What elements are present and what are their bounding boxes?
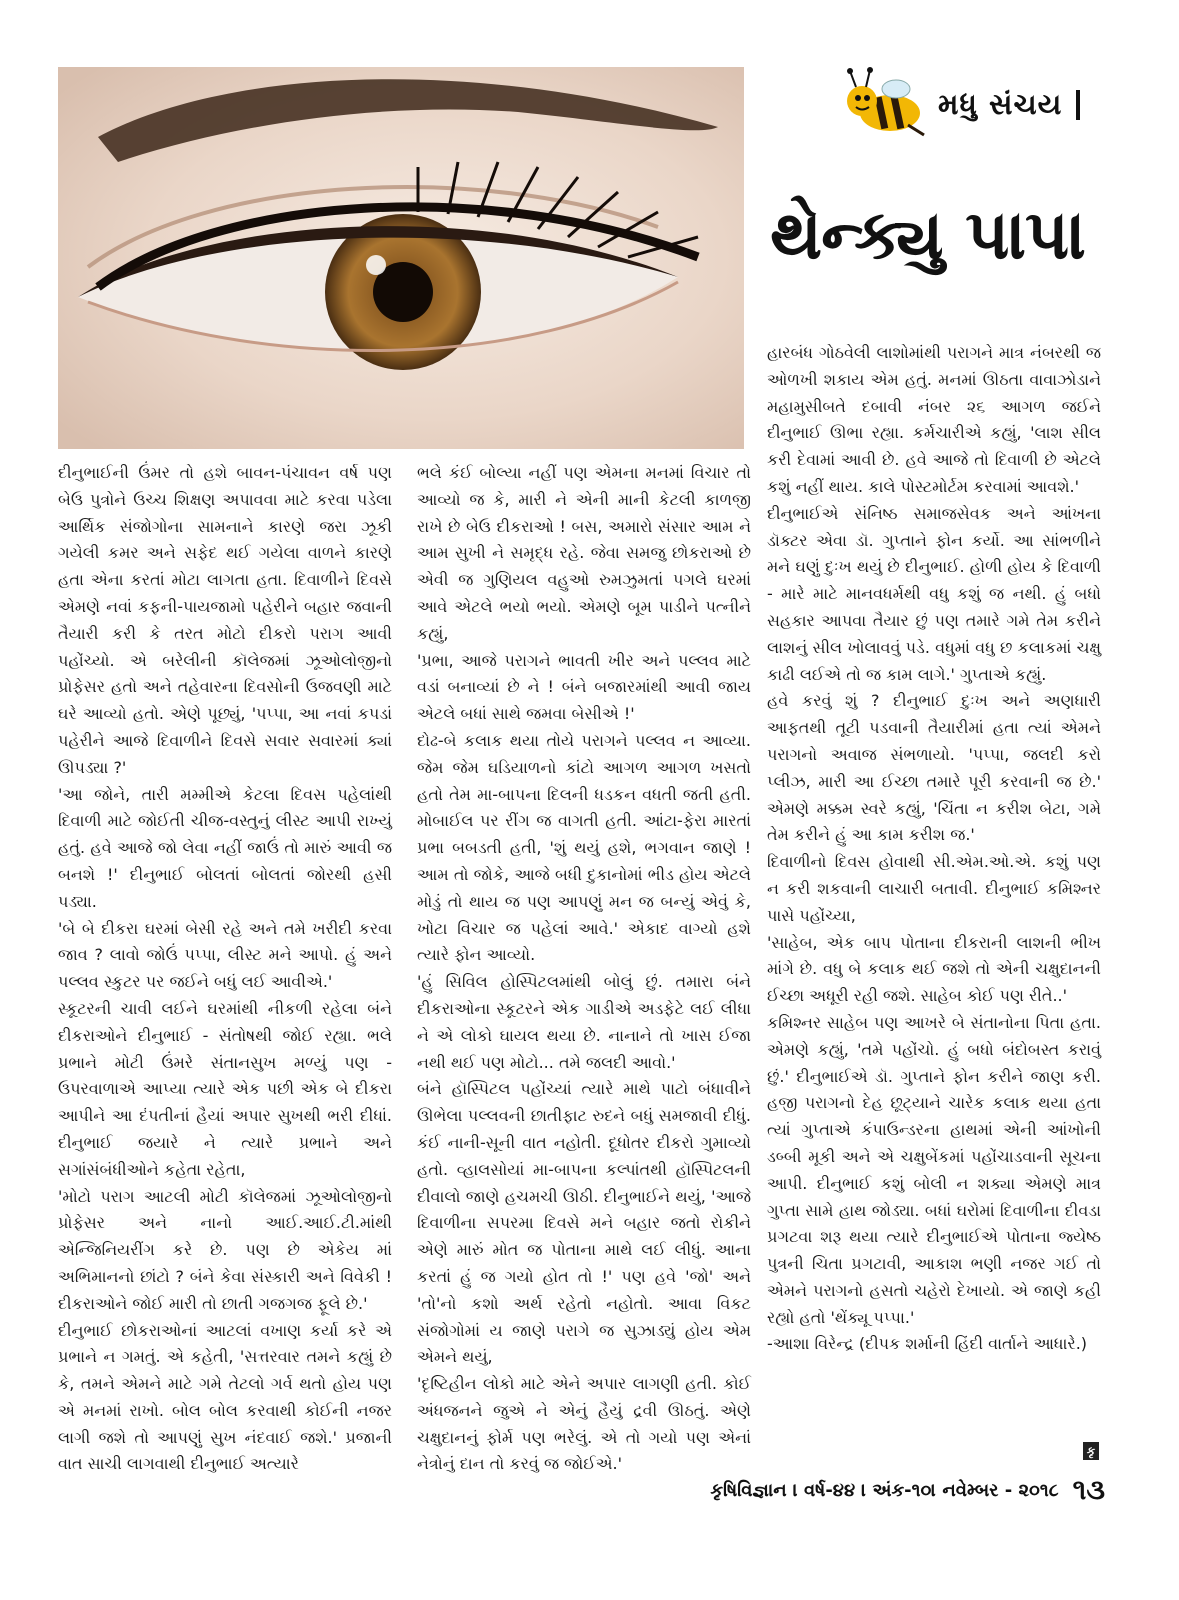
paragraph: ભલે કંઈ બોલ્યા નહીં પણ એમના મનમાં વિચાર તો આવ્યો જ કે, મારી ને એની માની કેટલી કાળજી રાખે છે બેઉ દીકરાઓ ! બસ, અમારો સંસાર આમ ને આમ સુખી ને સમૃદ્ધ રહે. જેવા સમજુ છોકરાઓ છે એવી જ ગુણિયલ વહુઓ રુમઝુમતાં પગલે ઘરમાં આવે એટલે ભયો ભયો. એમણે બૂમ પાડીને પત્નીને કહ્યું,: [417, 463, 751, 643]
paragraph: દીનુભાઈએ સંનિષ્ઠ સમાજસેવક અને આંખના ડૉક્ટર એવા ડૉ. ગુપ્તાને ફોન કર્યો. આ સાંભળીને મને ઘણું દુઃખ થયું છે દીનુભાઈ. હોળી હોય કે દિવાળી - મારે માટે માનવધર્મથી વધુ કશું જ નથી. હું બધો સહકાર આપવા તૈયાર છું પણ તમારે ગમે તેમ કરીને લાશનું સીલ ખોલાવવું પડે. વધુમાં વધુ છ કલાકમાં ચક્ષુ કાઢી લઈએ તો જ કામ લાગે.' ગુપ્તાએ કહ્યું.: [767, 503, 1101, 684]
paragraph: કમિશ્નર સાહેબ પણ આખરે બે સંતાનોના પિતા હતા. એમણે કહ્યું, 'તમે પહોંચો. હું બધો બંદોબસ્ત કરાવું છું.' દીનુભાઈએ ડૉ. ગુપ્તાને ફોન કરીને જાણ કરી. હજી પરાગનો દેહ છૂટ્યાને ચારેક કલાક થયા હતા ત્યાં ગુપ્તાએ કંપાઉન્ડરના હાથમાં એની આંખોની ડબ્બી મૂકી અને એ ચક્ષુબેંકમાં પહોંચાડવાની સૂચના આપી. દીનુભાઈ કશું બોલી ન શક્યા એમણે માત્ર ગુપ્તા સામે હાથ જોડ્યા. બધાં ઘરોમાં દિવાળીના દીવડા પ્રગટવા શરૂ થયા ત્યારે દીનુભાઈએ પોતાના જ્યેષ્ઠ પુત્રની ચિતા પ્રગટાવી, આકાશ ભણી નજર ગઈ તો એમને પરાગનો હસતો ચહેરો દેખાયો. એ જાણે કહી રહ્યો હતો 'થેંક્યૂ પપ્પા.': [767, 1012, 1101, 1327]
paragraph: 'દૃષ્ટિહીન લોકો માટે એને અપાર લાગણી હતી. કોઈ અંધજનને જુએ ને એનું હૈયું દ્રવી ઊઠતું. એણે ચક્ષુદાનનું ફોર્મ પણ ભરેલું. એ તો ગયો પણ એનાં નેત્રોનું દાન તો કરવું જ જોઈએ.': [417, 1374, 751, 1474]
article-column-1: [58, 460, 392, 1478]
paragraph: દીનુભાઈની ઉંમર તો હશે બાવન-પંચાવન વર્ષ પણ બેઉ પુત્રોને ઉચ્ચ શિક્ષણ અપાવવા માટે કરવા પડેલા આર્થિક સંજોગોના સામનાને કારણે જરા ઝૂકી ગયેલી કમર અને સફેદ થઈ ગયેલા વાળને કારણે હતા એના કરતાં મોટા લાગતા હતા. દિવાળીને દિવસે એમણે નવાં કફની-પાયજામો પહેરીને બહાર જવાની તૈયારી કરી કે તરત મોટો દીકરો પરાગ આવી પહોંચ્યો. એ બરેલીની કૉલેજમાં ઝૂઓલોજીનો પ્રોફેસર હતો અને તહેવારના દિવસોની ઉજવણી માટે ઘરે આવ્યો હતો. એણે પૂછ્યું, 'પપ્પા, આ નવાં કપડાં પહેરીને આજે દિવાળીને દિવસે સવાર સવારમાં ક્યાં ઊપડ્યા ?': [58, 463, 392, 777]
section-label: મધુ સંચય: [938, 87, 1063, 121]
paragraph: 'આ જોને, તારી મમ્મીએ કેટલા દિવસ પહેલાંથી દિવાળી માટે જોઈતી ચીજ-વસ્તુનું લીસ્ટ આપી રાખ્યું હતું. હવે આજે જો લેવા નહીં જાઉં તો મારું આવી જ બનશે !' દીનુભાઈ બોલતાં બોલતાં જોરથી હસી પડ્યા.: [58, 784, 392, 911]
footer-publication-info: કૃષિવિજ્ઞાન । વર્ષ-૪૪ । અંક-૧૦। નવેમ્બર - ૨૦૧૮: [710, 1479, 1059, 1501]
page-number: ૧૩: [1072, 1473, 1105, 1506]
paragraph: હવે કરવું શું ? દીનુભાઈ દુઃખ અને અણધારી આફતથી તૂટી પડવાની તૈયારીમાં હતા ત્યાં એમને પરાગનો અવાજ સંભળાયો. 'પપ્પા, જલદી કરો પ્લીઝ, મારી આ ઈચ્છા તમારે પૂરી કરવાની જ છે.' એમણે મક્કમ સ્વરે કહ્યું, 'ચિંતા ન કરીશ બેટા, ગમે તેમ કરીને હું આ કામ કરીશ જ.': [767, 691, 1101, 845]
bee-mascot-icon: [838, 65, 930, 145]
article-column-3: [767, 340, 1101, 1358]
paragraph: દોઢ-બે કલાક થયા તોયે પરાગને પલ્લવ ન આવ્યા. જેમ જેમ ઘડિયાળનો કાંટો આગળ આગળ ખસતો હતો તેમ મા-બાપના દિલની ધડકન વધતી જતી હતી. મોબાઈલ પર રીંગ જ વાગતી હતી. આંટા-ફેરા મારતાં પ્રભા બબડતી હતી, 'શું થયું હશે, ભગવાન જાણે ! આમ તો જોકે, આજે બધી દુકાનોમાં ભીડ હોય એટલે મોડું તો થાય જ પણ આપણું મન જ બન્યું એવું કે, ખોટા વિચાર જ પહેલાં આવે.' એકાદ વાગ્યો હશે ત્યારે ફોન આવ્યો.: [417, 730, 751, 965]
section-divider: [1076, 90, 1080, 120]
article-column-2: [417, 460, 751, 1478]
paragraph: 'પ્રભા, આજે પરાગને ભાવતી ખીર અને પલ્લવ માટે વડાં બનાવ્યાં છે ને ! બંને બજારમાંથી આવી જાય એટલે બધાં સાથે જમવા બેસીએ !': [417, 650, 751, 724]
paragraph: 'સાહેબ, એક બાપ પોતાના દીકરાની લાશની ભીખ માંગે છે. વધુ બે કલાક થઈ જશે તો એની ચક્ષુદાનની ઈચ્છા અધૂરી રહી જશે. સાહેબ કોઈ પણ રીતે..': [767, 932, 1101, 1006]
paragraph: 'મોટો પરાગ આટલી મોટી કૉલેજમાં ઝૂઓલોજીનો પ્રોફેસર અને નાનો આઈ.આઈ.ટી.માંથી એન્જિનિયરીંગ કરે છે. પણ છે એકેય માં અભિમાનનો છાંટો ? બંને કેવા સંસ્કારી અને વિવેકી ! દીકરાઓને જોઈ મારી તો છાતી ગજગજ ફૂલે છે.': [58, 1186, 392, 1313]
eye-illustration: [58, 67, 744, 449]
paragraph: દીનુભાઈ છોકરાઓનાં આટલાં વખાણ કર્યા કરે એ પ્રભાને ન ગમતું. એ કહેતી, 'સત્તરવાર તમને કહ્યું છે કે, તમને એમને માટે ગમે તેટલો ગર્વ થતો હોય પણ એ મનમાં રાખો. બોલ બોલ કરવાથી કોઈની નજર લાગી જશે તો આપણું સુખ નંદવાઈ જશે.' પ્રજાની વાત સાચી લાગવાથી દીનુભાઈ અત્યારે: [58, 1320, 392, 1474]
author-credit: -આશા વિરેન્દ્ર (દીપક શર્માની હિંદી વાર્તાને આધારે.): [767, 1334, 1088, 1354]
paragraph: 'હું સિવિલ હોસ્પિટલમાંથી બોલું છું. તમારા બંને દીકરાઓના સ્કૂટરને એક ગાડીએ અડફેટે લઈ લીધા ને એ લોકો ઘાયલ થયા છે. નાનાને તો ખાસ ઈજા નથી થઈ પણ મોટો... તમે જલદી આવો.': [417, 972, 751, 1072]
article-headline: થેન્ક્યુ પાપા: [770, 196, 1085, 275]
section-masthead: [838, 62, 1108, 147]
end-of-article-mark: કૃ: [1083, 1442, 1099, 1460]
paragraph: બંને હૉસ્પિટલ પહોંચ્યાં ત્યારે માથે પાટો બંધાવીને ઊભેલા પલ્લવની છાતીફાટ રુદને બધું સમજાવી દીધું. કંઈ નાની-સૂની વાત નહોતી. દૂધોતર દીકરો ગુમાવ્યો હતો. વ્હાલસોયાં મા-બાપના કલ્પાંતથી હૉસ્પિટલની દીવાલો જાણે હચમચી ઊઠી. દીનુભાઈને થયું, 'આજે દિવાળીના સપરમા દિવસે મને બહાર જતો રોકીને એણે મારું મોત જ પોતાના માથે લઈ લીધું. આના કરતાં હું જ ગયો હોત તો !' પણ હવે 'જો' અને 'તો'નો કશો અર્થ રહેતો નહોતો. આવા વિકટ સંજોગોમાં ય જાણે પરાગે જ સુઝાડ્યું હોય એમ એમને થયું,: [417, 1079, 751, 1367]
paragraph: હારબંધ ગોઠવેલી લાશોમાંથી પરાગને માત્ર નંબરથી જ ઓળખી શકાય એમ હતું. મનમાં ઊઠતા વાવાઝોડાને મહામુસીબતે દબાવી નંબર ૨૬ આગળ જઈને દીનુભાઈ ઊભા રહ્યા. કર્મચારીએ કહ્યું, 'લાશ સીલ કરી દેવામાં આવી છે. હવે આજે તો દિવાળી છે એટલે કશું નહીં થાય. કાલે પોસ્ટમોર્ટમ કરવામાં આવશે.': [767, 343, 1101, 496]
page-footer: [640, 1470, 1105, 1510]
eye-closeup-image: [58, 67, 744, 449]
paragraph: 'બે બે દીકરા ઘરમાં બેસી રહે અને તમે ખરીદી કરવા જાવ ? લાવો જોઉં પપ્પા, લીસ્ટ મને આપો. હું અને પલ્લવ સ્કુટર પર જઈને બધું લઈ આવીએ.': [58, 918, 392, 992]
paragraph: સ્કૂટરની ચાવી લઈને ઘરમાંથી નીકળી રહેલા બંને દીકરાઓને દીનુભાઈ - સંતોષથી જોઈ રહ્યા. ભલે પ્રભાને મોટી ઉંમરે સંતાનસુખ મળ્યું પણ - ઉપરવાળાએ આપ્યા ત્યારે એક પછી એક બે દીકરા આપીને આ દંપતીનાં હૈયાં અપાર સુખથી ભરી દીધાં. દીનુભાઈ જયારે ને ત્યારે પ્રભાને અને સગાંસંબંધીઓને કહેતા રહેતા,: [58, 998, 392, 1179]
paragraph: દિવાળીનો દિવસ હોવાથી સી.એમ.ઓ.એ. કશું પણ ન કરી શકવાની લાચારી બતાવી. દીનુભાઈ કમિશ્નર પાસે પહોંચ્યા,: [767, 852, 1101, 925]
